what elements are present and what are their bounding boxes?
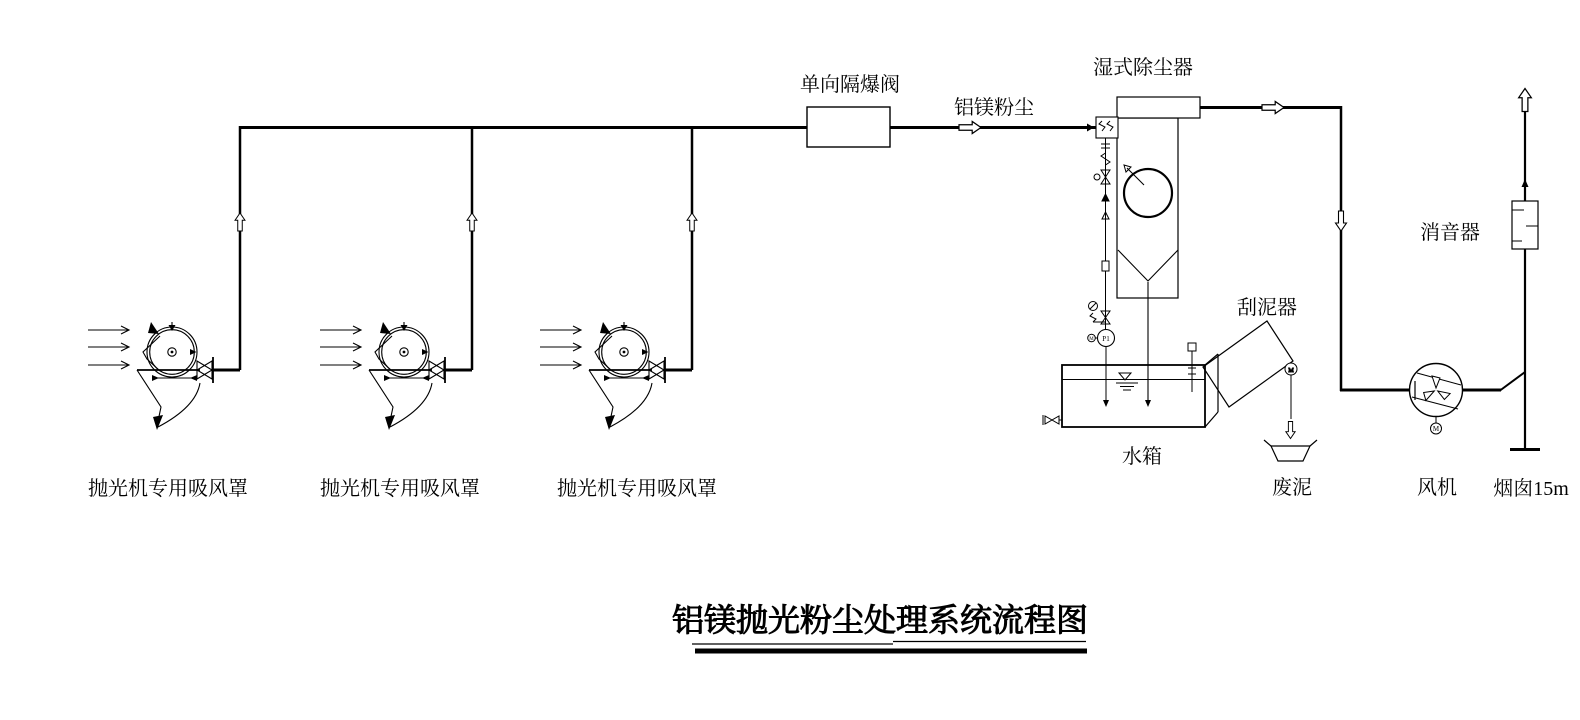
- explosion-valve-box: [807, 107, 890, 147]
- waste-container: [1264, 440, 1317, 461]
- scraper-motor-tag: M: [1288, 368, 1294, 374]
- flow-arrow-up-icon: [467, 213, 477, 231]
- mud-scraper: [1203, 321, 1297, 419]
- wet-scrubber-label: 湿式除尘器: [1093, 57, 1193, 79]
- fan-motor-tag: M: [1432, 425, 1440, 433]
- hood-label-1: 抛光机专用吸风罩: [88, 478, 248, 500]
- tank-drain-valve-icon: [1043, 415, 1062, 425]
- main-suction-duct: [240, 126, 1096, 370]
- water-tank: [1043, 343, 1218, 427]
- fan: [1410, 364, 1463, 435]
- stack-exhaust-arrow-icon: [1519, 89, 1532, 112]
- flow-meter-icon: [1102, 261, 1109, 271]
- flow-arrow-down-icon: [1336, 211, 1347, 231]
- polishing-hood-2: [320, 322, 472, 430]
- waste-mud-label: 废泥: [1272, 477, 1312, 499]
- flow-arrow-right-icon: [1262, 101, 1284, 113]
- chimney-label: 烟囱15m: [1493, 478, 1569, 500]
- inlet-arrow-icon: [1087, 124, 1094, 132]
- pump-tag: P1: [1102, 335, 1110, 343]
- title-underline: [692, 642, 1087, 652]
- water-tank-label: 水箱: [1122, 446, 1162, 468]
- scrubber-inlet-box: [1096, 117, 1118, 138]
- clean-gas-duct: [1200, 106, 1525, 391]
- hood-label-2: 抛光机专用吸风罩: [320, 478, 480, 500]
- circulating-pump: [1088, 330, 1115, 408]
- hood-label-3: 抛光机专用吸风罩: [557, 478, 717, 500]
- diagram-title: 铝镁抛光粉尘处理系统流程图: [671, 602, 1089, 638]
- chimney: [1510, 101, 1540, 450]
- flow-arrow-up-icon: [235, 213, 245, 231]
- polishing-hood-1: [88, 322, 240, 430]
- muffler-label: 消音器: [1420, 222, 1480, 244]
- polishing-hood-3: [540, 322, 692, 430]
- fan-label: 风机: [1417, 477, 1457, 499]
- waste-drop-arrow-icon: [1286, 422, 1295, 439]
- level-gauge-icon: [1188, 343, 1196, 392]
- mud-scraper-label: 刮泥器: [1237, 297, 1297, 319]
- pump-motor-tag: M: [1089, 337, 1094, 342]
- flow-arrow-right-icon: [959, 121, 981, 133]
- explosion-valve-label: 单向隔爆阀: [800, 74, 900, 96]
- spray-water-line: [1089, 138, 1111, 330]
- muffler: [1512, 201, 1538, 249]
- dust-flow-label: 铝镁粉尘: [954, 97, 1034, 119]
- flow-arrow-up-icon: [687, 213, 697, 231]
- water-level-icon: [1116, 373, 1138, 390]
